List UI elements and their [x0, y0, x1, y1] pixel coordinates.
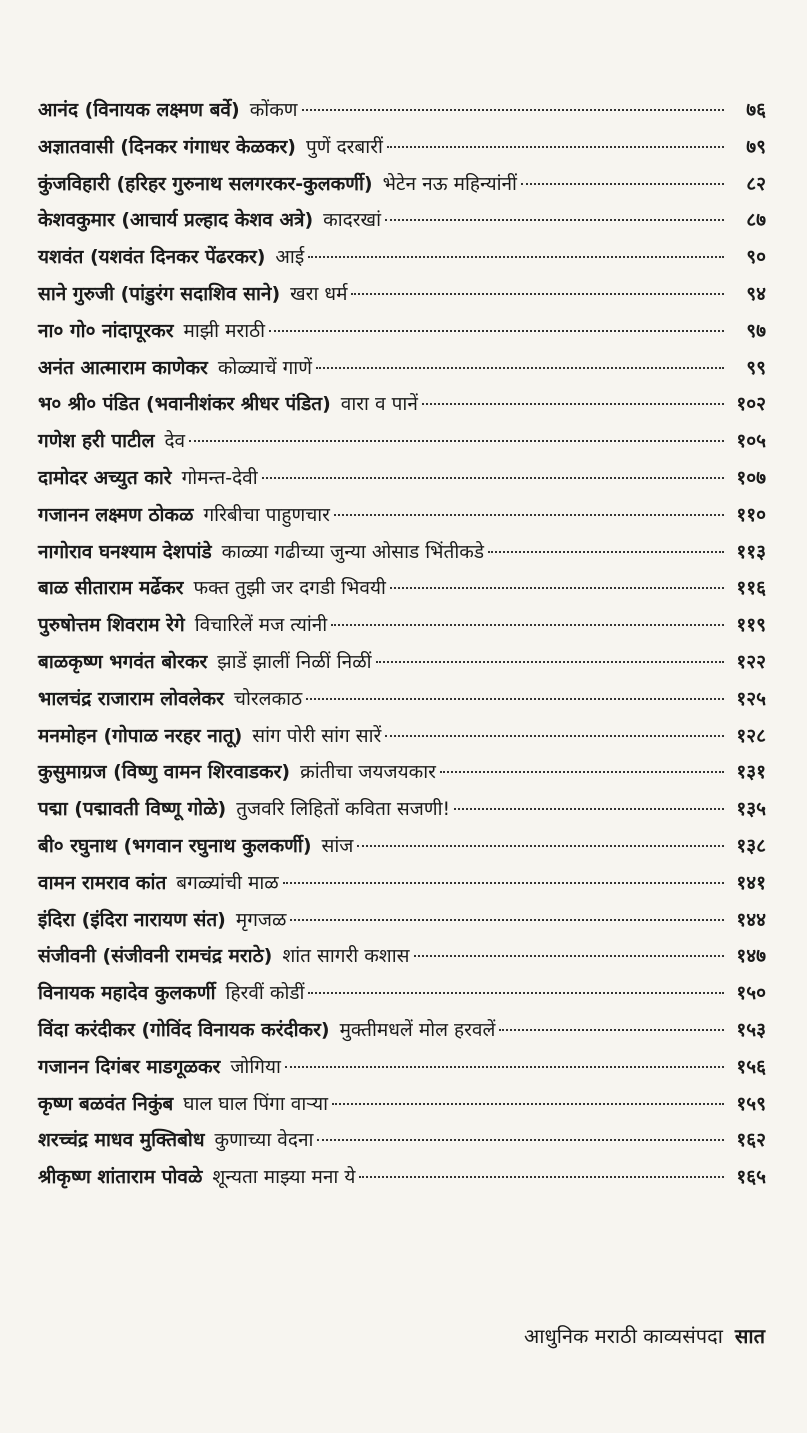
poem-title: जोगिया — [230, 1055, 281, 1078]
page-number: ११६ — [736, 577, 766, 600]
poem-title: शून्यता माझ्या मना ये — [212, 1166, 356, 1189]
poem-title: कोळ्याचें गाणें — [217, 356, 312, 379]
author-name: अनंत आत्माराम काणेकर — [38, 356, 208, 379]
poem-title: पुणें दरबारीं — [306, 135, 383, 158]
dot-leader — [390, 586, 724, 589]
toc-entry — [38, 570, 766, 607]
toc-entry — [38, 239, 766, 276]
dot-leader — [262, 476, 724, 479]
dot-leader — [422, 402, 724, 405]
dot-leader — [317, 1138, 724, 1141]
dot-leader — [387, 145, 724, 148]
dot-leader — [357, 844, 724, 847]
toc-entry — [38, 350, 766, 387]
author-name: पुरुषोत्तम शिवराम रेगे — [38, 614, 185, 637]
dot-leader — [283, 881, 724, 884]
dot-leader — [302, 108, 724, 111]
poem-title: तुजवरि लिहितों कविता सजणी! — [236, 798, 451, 821]
poem-title: माझी मराठी — [183, 319, 266, 342]
table-of-contents — [38, 92, 766, 1196]
toc-entry — [38, 1086, 766, 1123]
page-number: १५६ — [736, 1055, 766, 1078]
toc-entry — [38, 276, 766, 313]
author-name: शरच्चंद्र माधव मुक्तिबोध — [38, 1129, 205, 1152]
dot-leader — [440, 770, 724, 773]
poem-title: कुणाच्या वेदना — [214, 1129, 314, 1152]
author-name: गणेश हरी पाटील — [38, 430, 155, 453]
page-number: ९९ — [746, 356, 766, 379]
page-number: ८७ — [746, 209, 766, 232]
toc-entry — [38, 386, 766, 423]
dot-leader — [269, 329, 724, 332]
dot-leader — [351, 292, 724, 295]
page-number: ११० — [736, 503, 766, 526]
toc-entry — [38, 166, 766, 203]
toc-entry — [38, 644, 766, 681]
page-number: १४७ — [736, 945, 766, 968]
author-name: गजानन लक्ष्मण ठोकळ — [38, 503, 194, 526]
poem-title: बगळ्यांची माळ — [176, 871, 279, 894]
author-name: आनंद (विनायक लक्ष्मण बर्वे) — [38, 99, 240, 121]
page-number: १३५ — [736, 798, 766, 821]
dot-leader — [488, 550, 724, 553]
toc-entry — [38, 313, 766, 350]
page-number: सात — [734, 1324, 765, 1348]
author-name: कृष्ण बळवंत निकुंब — [38, 1092, 174, 1115]
page-number: १२५ — [736, 687, 766, 710]
author-name: यशवंत (यशवंत दिनकर पेंढरकर) — [38, 246, 266, 269]
dot-leader — [331, 623, 724, 626]
author-name: कुसुमाग्रज (विष्णु वामन शिरवाडकर) — [38, 761, 291, 784]
toc-entry — [38, 828, 766, 865]
poem-title: मृगजळ — [235, 908, 287, 931]
author-name: साने गुरुजी (पांडुरंग सदाशिव साने) — [38, 282, 281, 305]
toc-entry — [38, 902, 766, 939]
page-number: १४१ — [736, 871, 766, 894]
toc-entry — [38, 865, 766, 902]
toc-entry — [38, 681, 766, 718]
toc-entry — [38, 1159, 766, 1196]
author-name: पद्मा (पद्मावती विष्णू गोळे) — [38, 798, 227, 821]
dot-leader — [308, 991, 724, 994]
toc-entry — [38, 92, 766, 129]
poem-title: हिरवीं कोडीं — [225, 982, 305, 1005]
poem-title: सांज — [321, 834, 354, 857]
poem-title: घाल घाल पिंगा वाऱ्या — [183, 1092, 329, 1115]
dot-leader — [306, 697, 724, 700]
toc-entry — [38, 718, 766, 755]
author-name: भ० श्री० पंडित (भवानीशंकर श्रीधर पंडित) — [38, 393, 331, 416]
toc-entry — [38, 497, 766, 534]
author-name: बाळ सीताराम मर्ढेकर — [38, 577, 184, 600]
page-number: १४४ — [736, 908, 766, 931]
poem-title: मुक्तीमधलें मोल हरवलें — [339, 1018, 496, 1041]
toc-entry — [38, 423, 766, 460]
poem-title: क्रांतीचा जयजयकार — [300, 761, 436, 784]
page-number: १५३ — [736, 1018, 766, 1041]
toc-entry — [38, 129, 766, 166]
dot-leader — [334, 513, 724, 516]
toc-entry — [38, 607, 766, 644]
poem-title: फक्त तुझी जर दगडी भिवयी — [193, 577, 386, 600]
author-name: दामोदर अच्युत कारे — [38, 466, 172, 489]
author-name: केशवकुमार (आचार्य प्रल्हाद केशव अत्रे) — [38, 209, 314, 232]
author-name: कुंजविहारी (हरिहर गुरुनाथ सलगरकर-कुलकर्णी) — [38, 172, 373, 195]
page-footer — [524, 1322, 765, 1349]
toc-entry — [38, 975, 766, 1012]
page-number: ११३ — [736, 540, 766, 563]
author-name: अज्ञातवासी (दिनकर गंगाधर केळकर) — [38, 135, 296, 158]
page-number: १३८ — [736, 834, 766, 857]
dot-leader — [385, 734, 724, 737]
poem-title: शांत सागरी कशास — [282, 945, 410, 968]
page-number: ९७ — [746, 319, 766, 342]
dot-leader — [454, 807, 724, 810]
toc-entry — [38, 534, 766, 571]
toc-entry — [38, 1049, 766, 1086]
poem-title: विचारिलें मज त्यांनी — [194, 614, 328, 637]
dot-leader — [414, 954, 725, 957]
poem-title: सांग पोरी सांग सारें — [252, 724, 382, 747]
page-number: ९४ — [746, 282, 766, 305]
page-number: १५० — [736, 982, 766, 1005]
dot-leader — [290, 918, 724, 921]
dot-leader — [189, 439, 724, 442]
author-name: विंदा करंदीकर (गोविंद विनायक करंदीकर) — [38, 1018, 330, 1041]
author-name: गजानन दिगंबर माडगूळकर — [38, 1055, 221, 1078]
author-name: बाळकृष्ण भगवंत बोरकर — [38, 650, 208, 673]
page-number: १२८ — [736, 724, 766, 747]
page-number: १०७ — [736, 466, 766, 489]
book-title: आधुनिक मराठी काव्यसंपदा — [524, 1324, 723, 1348]
toc-entry — [38, 938, 766, 975]
page-number: १३१ — [736, 761, 766, 784]
dot-leader — [308, 255, 724, 258]
poem-title: कादरखां — [323, 209, 381, 232]
toc-entry — [38, 754, 766, 791]
dot-leader — [332, 1102, 724, 1105]
dot-leader — [521, 182, 724, 185]
poem-title: झाडें झालीं निळीं निळीं — [217, 650, 372, 673]
toc-entry — [38, 460, 766, 497]
page-number: १२२ — [736, 650, 766, 673]
poem-title: गोमन्त-देवी — [181, 466, 258, 489]
author-name: विनायक महादेव कुलकर्णी — [38, 982, 216, 1005]
dot-leader — [385, 218, 724, 221]
page-number: ८२ — [746, 172, 766, 195]
poem-title: आई — [275, 246, 305, 269]
dot-leader — [285, 1065, 724, 1068]
author-name: संजीवनी (संजीवनी रामचंद्र मराठे) — [38, 945, 273, 968]
page-number: १०२ — [736, 393, 766, 416]
page-number: १६५ — [736, 1166, 766, 1189]
poem-title: वारा व पानें — [340, 393, 418, 416]
toc-entry — [38, 791, 766, 828]
poem-title: देव — [164, 430, 186, 453]
dot-leader — [316, 366, 724, 369]
poem-title: गरिबीचा पाहुणचार — [203, 503, 330, 526]
author-name: नागोराव घनश्याम देशपांडे — [38, 540, 212, 563]
author-name: भालचंद्र राजाराम लोवलेकर — [38, 687, 224, 710]
dot-leader — [499, 1028, 724, 1031]
author-name: ना० गो० नांदापूरकर — [38, 319, 174, 342]
page-number: ११९ — [736, 614, 766, 637]
toc-entry — [38, 1012, 766, 1049]
poem-title: भेटेन नऊ महिन्यांनीं — [382, 172, 517, 195]
poem-title: खरा धर्म — [290, 282, 348, 305]
dot-leader — [376, 660, 724, 663]
toc-entry — [38, 202, 766, 239]
author-name: इंदिरा (इंदिरा नारायण संत) — [38, 908, 226, 931]
page-number: १०५ — [736, 430, 766, 453]
page-number: ९० — [746, 246, 766, 269]
page-number: १५९ — [736, 1092, 766, 1115]
page-number: ७६ — [746, 99, 766, 121]
author-name: बी० रघुनाथ (भगवान रघुनाथ कुलकर्णी) — [38, 834, 312, 857]
page-number: ७९ — [746, 135, 766, 158]
poem-title: काळ्या गढीच्या जुन्या ओसाड भिंतीकडे — [221, 540, 485, 563]
author-name: मनमोहन (गोपाळ नरहर नातू) — [38, 724, 243, 747]
toc-entry — [38, 1122, 766, 1159]
dot-leader — [359, 1175, 724, 1178]
poem-title: कोंकण — [249, 99, 298, 121]
poem-title: चोरलकाठ — [233, 687, 303, 710]
author-name: वामन रामराव कांत — [38, 871, 167, 894]
author-name: श्रीकृष्ण शांताराम पोवळे — [38, 1166, 203, 1189]
page-number: १६२ — [736, 1129, 766, 1152]
